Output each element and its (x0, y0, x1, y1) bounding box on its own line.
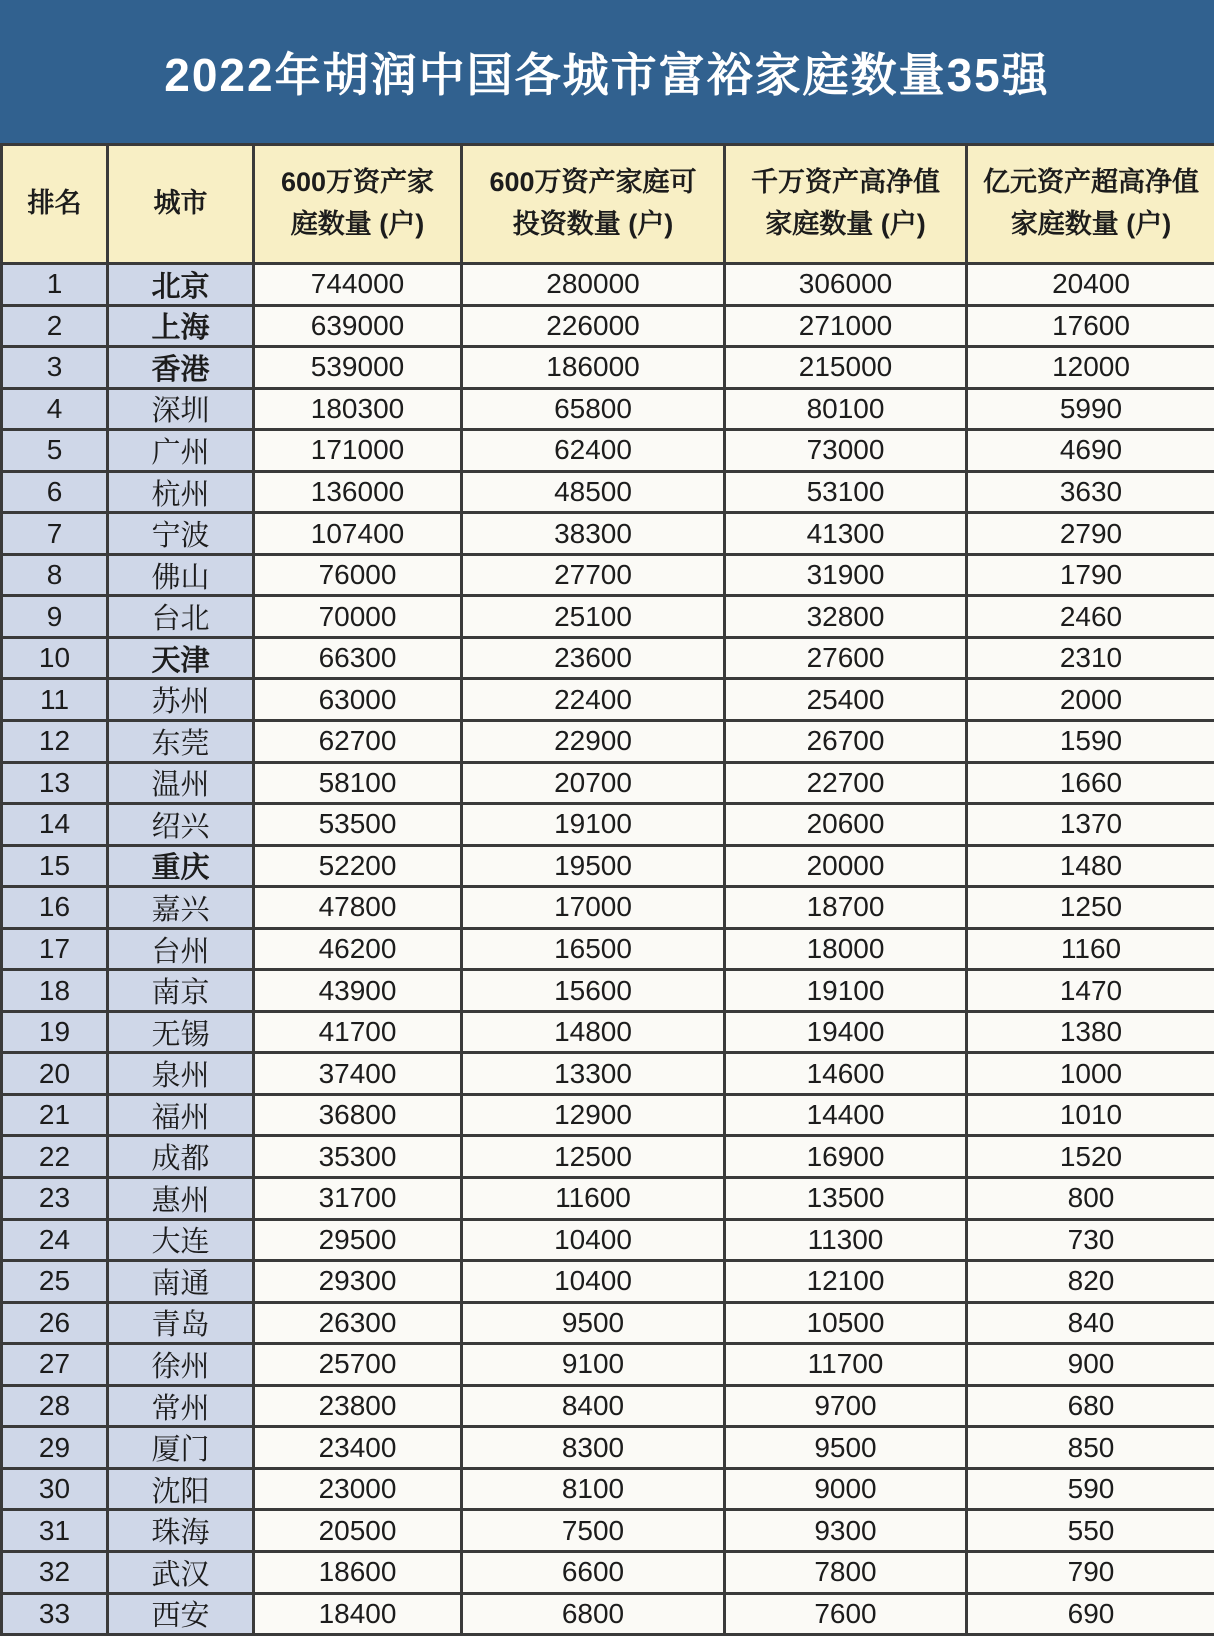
value-cell: 9700 (726, 1387, 968, 1429)
value-cell: 1660 (968, 764, 1214, 806)
city-cell: 无锡 (109, 1013, 255, 1055)
value-cell: 43900 (255, 971, 463, 1013)
page-title: 2022年胡润中国各城市富裕家庭数量35强 (164, 48, 1050, 101)
value-cell: 36800 (255, 1096, 463, 1138)
rank-cell: 3 (3, 348, 109, 390)
value-cell: 690 (968, 1595, 1214, 1637)
value-cell: 1470 (968, 971, 1214, 1013)
city-cell: 香港 (109, 348, 255, 390)
rank-cell: 9 (3, 597, 109, 639)
city-cell: 深圳 (109, 390, 255, 432)
value-cell: 31900 (726, 556, 968, 598)
rank-cell: 17 (3, 930, 109, 972)
value-cell: 730 (968, 1221, 1214, 1263)
city-cell: 嘉兴 (109, 888, 255, 930)
value-cell: 52200 (255, 847, 463, 889)
rank-cell: 27 (3, 1345, 109, 1387)
value-cell: 20400 (968, 265, 1214, 307)
col-header-line: 家庭数量 (户) (765, 209, 926, 239)
city-cell: 泉州 (109, 1054, 255, 1096)
value-cell: 62400 (463, 431, 726, 473)
value-cell: 1590 (968, 722, 1214, 764)
rank-cell: 14 (3, 805, 109, 847)
city-cell: 南通 (109, 1262, 255, 1304)
value-cell: 3630 (968, 473, 1214, 515)
city-cell: 温州 (109, 764, 255, 806)
value-cell: 19100 (463, 805, 726, 847)
value-cell: 25100 (463, 597, 726, 639)
value-cell: 639000 (255, 307, 463, 349)
rank-cell: 20 (3, 1054, 109, 1096)
rank-cell: 25 (3, 1262, 109, 1304)
value-cell: 186000 (463, 348, 726, 390)
value-cell: 2460 (968, 597, 1214, 639)
rank-cell: 6 (3, 473, 109, 515)
value-cell: 41700 (255, 1013, 463, 1055)
city-cell: 青岛 (109, 1304, 255, 1346)
col-header-families-600w (255, 143, 463, 265)
rank-cell: 33 (3, 1595, 109, 1637)
col-header-line: 投资数量 (户) (512, 209, 674, 239)
value-cell: 48500 (463, 473, 726, 515)
value-cell: 46200 (255, 930, 463, 972)
value-cell: 539000 (255, 348, 463, 390)
value-cell: 70000 (255, 597, 463, 639)
wealth-table (0, 143, 1214, 1636)
value-cell: 1010 (968, 1096, 1214, 1138)
value-cell: 12100 (726, 1262, 968, 1304)
value-cell: 2790 (968, 514, 1214, 556)
value-cell: 11700 (726, 1345, 968, 1387)
value-cell: 136000 (255, 473, 463, 515)
city-cell: 天津 (109, 639, 255, 681)
value-cell: 12500 (463, 1137, 726, 1179)
value-cell: 790 (968, 1553, 1214, 1595)
value-cell: 11300 (726, 1221, 968, 1263)
rank-cell: 21 (3, 1096, 109, 1138)
col-header-line: 家庭数量 (户) (1010, 209, 1172, 239)
value-cell: 15600 (463, 971, 726, 1013)
value-cell: 14600 (726, 1054, 968, 1096)
value-cell: 1380 (968, 1013, 1214, 1055)
value-cell: 6800 (463, 1595, 726, 1637)
value-cell: 10400 (463, 1262, 726, 1304)
value-cell: 1160 (968, 930, 1214, 972)
value-cell: 18000 (726, 930, 968, 972)
value-cell: 12000 (968, 348, 1214, 390)
value-cell: 32800 (726, 597, 968, 639)
value-cell: 171000 (255, 431, 463, 473)
rank-cell: 15 (3, 847, 109, 889)
rank-cell: 5 (3, 431, 109, 473)
value-cell: 744000 (255, 265, 463, 307)
value-cell: 17600 (968, 307, 1214, 349)
value-cell: 31700 (255, 1179, 463, 1221)
city-cell: 成都 (109, 1137, 255, 1179)
value-cell: 53100 (726, 473, 968, 515)
value-cell: 180300 (255, 390, 463, 432)
value-cell: 1370 (968, 805, 1214, 847)
rank-cell: 10 (3, 639, 109, 681)
city-cell: 惠州 (109, 1179, 255, 1221)
rank-cell: 24 (3, 1221, 109, 1263)
rank-cell: 19 (3, 1013, 109, 1055)
value-cell: 7600 (726, 1595, 968, 1637)
value-cell: 58100 (255, 764, 463, 806)
value-cell: 76000 (255, 556, 463, 598)
rank-cell: 23 (3, 1179, 109, 1221)
value-cell: 1480 (968, 847, 1214, 889)
col-header-line: 庭数量 (户) (290, 209, 425, 239)
city-cell: 宁波 (109, 514, 255, 556)
value-cell: 590 (968, 1470, 1214, 1512)
value-cell: 306000 (726, 265, 968, 307)
value-cell: 41300 (726, 514, 968, 556)
value-cell: 73000 (726, 431, 968, 473)
city-cell: 杭州 (109, 473, 255, 515)
value-cell: 107400 (255, 514, 463, 556)
city-cell: 上海 (109, 307, 255, 349)
value-cell: 1250 (968, 888, 1214, 930)
col-header-line: 排名 (27, 188, 82, 219)
value-cell: 18600 (255, 1553, 463, 1595)
value-cell: 27600 (726, 639, 968, 681)
value-cell: 8100 (463, 1470, 726, 1512)
value-cell: 22400 (463, 680, 726, 722)
value-cell: 280000 (463, 265, 726, 307)
city-cell: 台北 (109, 597, 255, 639)
rank-cell: 30 (3, 1470, 109, 1512)
value-cell: 800 (968, 1179, 1214, 1221)
value-cell: 16500 (463, 930, 726, 972)
city-cell: 重庆 (109, 847, 255, 889)
value-cell: 9000 (726, 1470, 968, 1512)
value-cell: 226000 (463, 307, 726, 349)
col-header-line: 城市 (153, 188, 208, 219)
value-cell: 19500 (463, 847, 726, 889)
value-cell: 62700 (255, 722, 463, 764)
value-cell: 2000 (968, 680, 1214, 722)
value-cell: 25400 (726, 680, 968, 722)
value-cell: 9500 (463, 1304, 726, 1346)
value-cell: 26300 (255, 1304, 463, 1346)
value-cell: 8300 (463, 1428, 726, 1470)
value-cell: 20600 (726, 805, 968, 847)
value-cell: 18700 (726, 888, 968, 930)
value-cell: 13500 (726, 1179, 968, 1221)
value-cell: 80100 (726, 390, 968, 432)
rank-cell: 4 (3, 390, 109, 432)
value-cell: 6600 (463, 1553, 726, 1595)
value-cell: 1790 (968, 556, 1214, 598)
value-cell: 900 (968, 1345, 1214, 1387)
city-cell: 台州 (109, 930, 255, 972)
value-cell: 19100 (726, 971, 968, 1013)
value-cell: 37400 (255, 1054, 463, 1096)
value-cell: 820 (968, 1262, 1214, 1304)
rank-cell: 29 (3, 1428, 109, 1470)
value-cell: 14800 (463, 1013, 726, 1055)
city-cell: 西安 (109, 1595, 255, 1637)
city-cell: 武汉 (109, 1553, 255, 1595)
rank-cell: 8 (3, 556, 109, 598)
value-cell: 1520 (968, 1137, 1214, 1179)
value-cell: 16900 (726, 1137, 968, 1179)
col-header-uhnw-100m (968, 143, 1214, 265)
value-cell: 10500 (726, 1304, 968, 1346)
value-cell: 29300 (255, 1262, 463, 1304)
value-cell: 38300 (463, 514, 726, 556)
value-cell: 11600 (463, 1179, 726, 1221)
value-cell: 271000 (726, 307, 968, 349)
rank-cell: 16 (3, 888, 109, 930)
value-cell: 18400 (255, 1595, 463, 1637)
city-cell: 佛山 (109, 556, 255, 598)
city-cell: 珠海 (109, 1511, 255, 1553)
value-cell: 63000 (255, 680, 463, 722)
col-header-city (109, 143, 255, 265)
value-cell: 14400 (726, 1096, 968, 1138)
value-cell: 8400 (463, 1387, 726, 1429)
value-cell: 35300 (255, 1137, 463, 1179)
value-cell: 66300 (255, 639, 463, 681)
value-cell: 25700 (255, 1345, 463, 1387)
value-cell: 23600 (463, 639, 726, 681)
value-cell: 22900 (463, 722, 726, 764)
rank-cell: 18 (3, 971, 109, 1013)
city-cell: 厦门 (109, 1428, 255, 1470)
value-cell: 26700 (726, 722, 968, 764)
value-cell: 53500 (255, 805, 463, 847)
rank-cell: 26 (3, 1304, 109, 1346)
rank-cell: 13 (3, 764, 109, 806)
value-cell: 2310 (968, 639, 1214, 681)
value-cell: 29500 (255, 1221, 463, 1263)
value-cell: 1000 (968, 1054, 1214, 1096)
col-header-line: 千万资产高净值 (751, 167, 940, 198)
value-cell: 550 (968, 1511, 1214, 1553)
col-header-line: 600万资产家 (280, 167, 435, 198)
value-cell: 5990 (968, 390, 1214, 432)
value-cell: 20700 (463, 764, 726, 806)
value-cell: 850 (968, 1428, 1214, 1470)
value-cell: 7500 (463, 1511, 726, 1553)
value-cell: 10400 (463, 1221, 726, 1263)
rank-cell: 2 (3, 307, 109, 349)
value-cell: 840 (968, 1304, 1214, 1346)
city-cell: 广州 (109, 431, 255, 473)
title-band (0, 0, 1214, 143)
rank-cell: 28 (3, 1387, 109, 1429)
value-cell: 19400 (726, 1013, 968, 1055)
value-cell: 12900 (463, 1096, 726, 1138)
rank-cell: 31 (3, 1511, 109, 1553)
rank-cell: 12 (3, 722, 109, 764)
value-cell: 680 (968, 1387, 1214, 1429)
rank-cell: 32 (3, 1553, 109, 1595)
rank-cell: 22 (3, 1137, 109, 1179)
value-cell: 17000 (463, 888, 726, 930)
value-cell: 23800 (255, 1387, 463, 1429)
value-cell: 7800 (726, 1553, 968, 1595)
city-cell: 常州 (109, 1387, 255, 1429)
value-cell: 23000 (255, 1470, 463, 1512)
value-cell: 13300 (463, 1054, 726, 1096)
city-cell: 苏州 (109, 680, 255, 722)
city-cell: 北京 (109, 265, 255, 307)
rank-cell: 7 (3, 514, 109, 556)
value-cell: 22700 (726, 764, 968, 806)
city-cell: 南京 (109, 971, 255, 1013)
col-header-rank (3, 143, 109, 265)
rank-cell: 11 (3, 680, 109, 722)
value-cell: 65800 (463, 390, 726, 432)
col-header-hnw-10m (726, 143, 968, 265)
col-header-investable-600w (463, 143, 726, 265)
city-cell: 徐州 (109, 1345, 255, 1387)
value-cell: 9100 (463, 1345, 726, 1387)
value-cell: 9300 (726, 1511, 968, 1553)
value-cell: 23400 (255, 1428, 463, 1470)
value-cell: 27700 (463, 556, 726, 598)
value-cell: 47800 (255, 888, 463, 930)
value-cell: 20000 (726, 847, 968, 889)
city-cell: 沈阳 (109, 1470, 255, 1512)
rank-cell: 1 (3, 265, 109, 307)
col-header-line: 亿元资产超高净值 (983, 167, 1199, 198)
value-cell: 4690 (968, 431, 1214, 473)
value-cell: 20500 (255, 1511, 463, 1553)
col-header-line: 600万资产家庭可 (489, 167, 697, 198)
value-cell: 215000 (726, 348, 968, 390)
city-cell: 大连 (109, 1221, 255, 1263)
value-cell: 9500 (726, 1428, 968, 1470)
city-cell: 东莞 (109, 722, 255, 764)
city-cell: 绍兴 (109, 805, 255, 847)
city-cell: 福州 (109, 1096, 255, 1138)
